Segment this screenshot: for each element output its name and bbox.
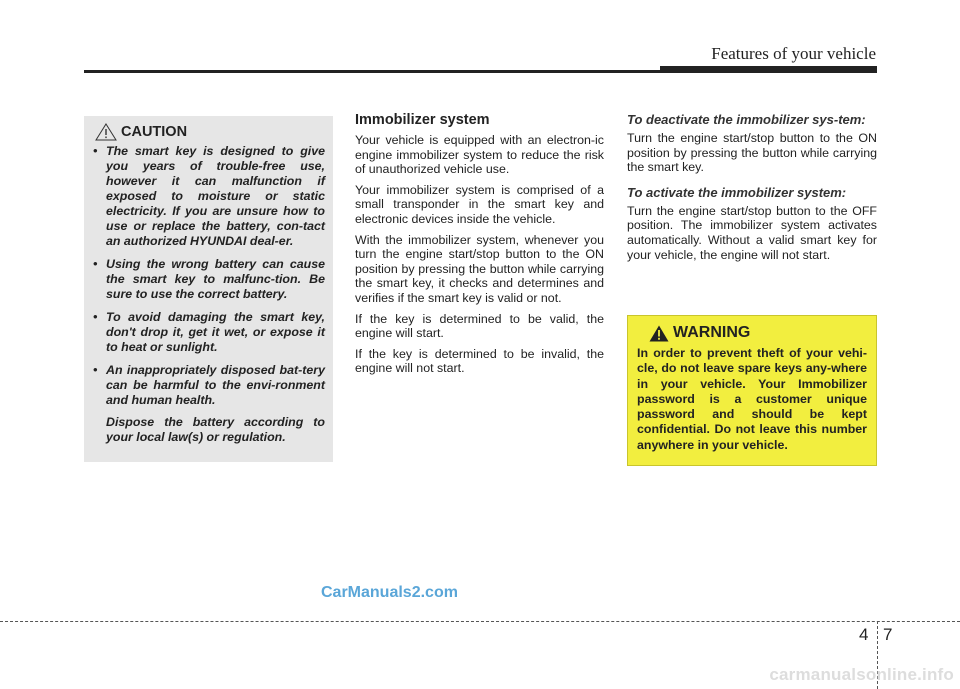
warning-triangle-outline-icon: [95, 123, 117, 141]
paragraph: Your immobilizer system is comprised of a small transponder in the smart key and electronic devices inside the vehicle.: [355, 182, 604, 226]
paragraph: If the key is determined to be invalid, the engine will not start.: [355, 346, 604, 376]
page-number: 7: [883, 625, 893, 644]
chapter-number: 4: [859, 625, 869, 644]
paragraph: With the immobilizer system, whenever you turn the engine start/stop button to the ON position by pressing the button while carrying the smart key, it checks and determines and verifies if the smart key is valid or not.: [355, 232, 604, 305]
immobilizer-section: [355, 112, 604, 382]
caution-item: • To avoid damaging the smart key, don't drop it, get it wet, or expose it to heat or sunlight.: [93, 310, 325, 354]
immobilizer-title: Immobilizer system: [355, 112, 490, 128]
header-rule-accent: [660, 66, 877, 72]
caution-item: • The smart key is designed to give you years of trouble-free use, however it can malfunction if exposed to moisture or static electricity. If you are unsure how to use or replace the battery, con-tact an authorized HYUNDAI deal-er.: [93, 144, 325, 248]
caution-item: • Using the wrong battery can cause the smart key to malfunc-tion. Be sure to use the correct battery.: [93, 257, 325, 301]
caution-header: [93, 123, 325, 141]
deactivate-heading: To deactivate the immobilizer sys-tem:: [627, 112, 866, 127]
section-title: Features of your vehicle: [711, 44, 876, 63]
activate-heading: To activate the immobilizer system:: [627, 184, 847, 200]
warning-header: [637, 324, 867, 342]
warning-title: WARNING: [673, 324, 751, 341]
immobilizer-instructions: [627, 112, 877, 268]
caution-item-extra: Dispose the battery according to your local law(s) or regulation.: [106, 415, 325, 444]
caution-box: [84, 116, 333, 462]
paragraph: If the key is determined to be valid, the engine will start.: [355, 311, 604, 341]
caution-item: • An inappropriately disposed bat-tery can be harmful to the envi-ronment and human health. Dispose the battery according to your local law(s) or regulation.: [93, 363, 325, 444]
footer-divider: [0, 621, 960, 622]
activate-text: Turn the engine start/stop button to the OFF position. The immobilizer system activates automatically. Without a valid smart key for your vehicle, the engine will not start.: [627, 203, 877, 262]
warning-box: [627, 315, 877, 466]
deactivate-text: Turn the engine start/stop button to the ON position by pressing the button while carrying the smart key.: [627, 131, 877, 175]
caution-title: CAUTION: [121, 124, 188, 140]
warning-text: In order to prevent theft of your vehi-cle, do not leave spare keys any-where in your vehicle. Your Immobilizer password is a customer unique password and should be kept confidential. Do not leave this number anywhere in your vehicle.: [637, 346, 867, 452]
paragraph: Your vehicle is equipped with an electron-ic engine immobilizer system to reduce the risk of unauthorized vehicle use.: [355, 133, 604, 177]
watermark-link[interactable]: CarManuals2.com: [321, 584, 458, 601]
caution-list: [93, 144, 325, 445]
footer-watermark: carmanualsonline.info: [769, 665, 954, 684]
warning-triangle-filled-icon: [649, 325, 669, 342]
